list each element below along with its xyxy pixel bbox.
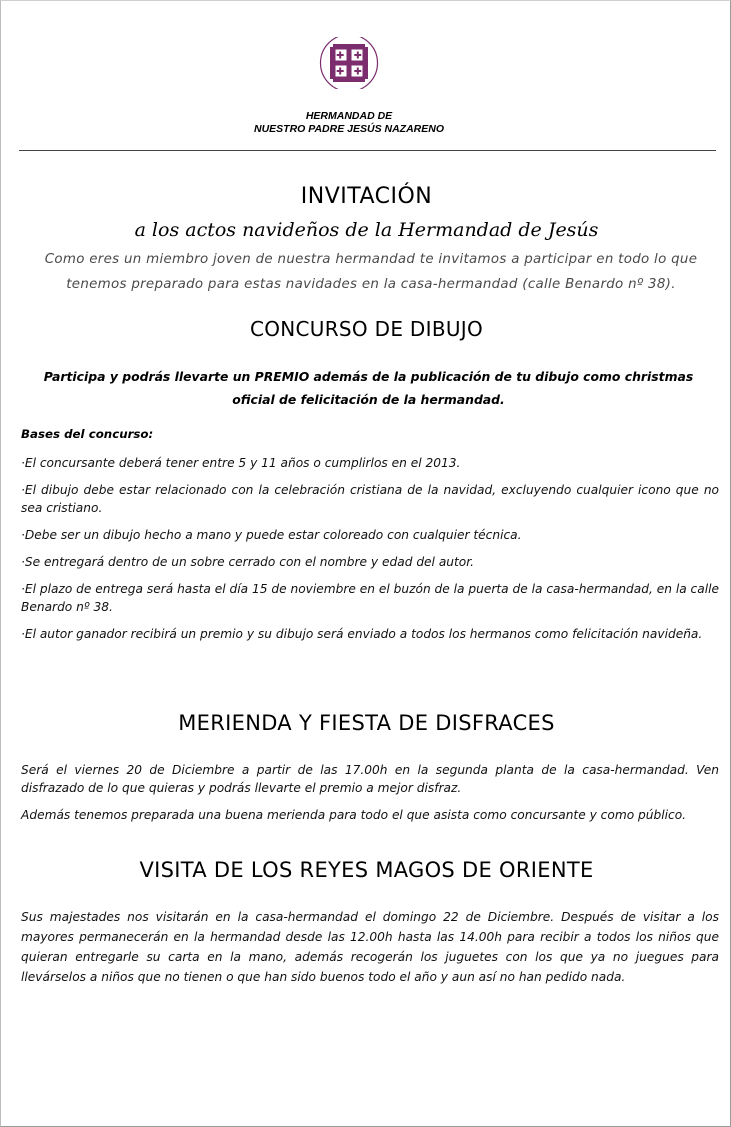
party-text <box>21 761 719 833</box>
header-divider <box>19 150 716 151</box>
contest-rule: ·El dibujo debe estar relacionado con la celebración cristiana de la navidad, excluyendo cualquier icono que no sea cristiano. <box>21 483 719 515</box>
contest-rule: ·Se entregará dentro de un sobre cerrado con el nombre y edad del autor. <box>21 555 475 569</box>
contest-rule: ·El autor ganador recibirá un premio y su dibujo será enviado a todos los hermanos como felicitación navideña. <box>21 627 703 641</box>
brotherhood-name-line2: NUESTRO PADRE JESÚS NAZARENO <box>254 123 444 135</box>
contest-title: CONCURSO DE DIBUJO <box>249 317 484 341</box>
brotherhood-name <box>181 110 517 136</box>
party-paragraph: Será el viernes 20 de Diciembre a partir de las 17.00h en la segunda planta de la casa-hermandad. Ven disfrazado de lo que quieras y podrás llevarte el premio a mejor disfraz. <box>21 763 719 795</box>
brotherhood-name-line1: HERMANDAD DE <box>305 110 393 122</box>
party-title: MERIENDA Y FIESTA DE DISFRACES <box>178 711 555 735</box>
contest-rule: ·El plazo de entrega será hasta el día 15 de noviembre en el buzón de la puerta de la casa-hermandad, en la calle Benardo nº 38. <box>21 582 719 614</box>
contest-rule: ·El concursante deberá tener entre 5 y 11 años o cumplirlos en el 2013. <box>21 456 461 470</box>
kings-text: Sus majestades nos visitarán en la casa-hermandad el domingo 22 de Diciembre. Después de visitar a los mayores permanecerán en la hermandad desde las 12.00h hasta las 14.00h para recibir a todos los niños que quieran entregarle su carta en la mano, además recogerán los juguetes con los que ya no juegues para llevárselos a niños que no tienen o que han sido buenos todo el año y aun así no han pedido nada. <box>21 910 719 984</box>
contest-rules-list <box>21 454 719 652</box>
invitation-title: INVITACIÓN <box>300 184 433 209</box>
contest-rule: ·Debe ser un dibujo hecho a mano y puede estar coloreado con cualquier técnica. <box>21 528 522 542</box>
invitation-subtitle: a los actos navideños de la Hermandad de Jesús <box>134 219 599 241</box>
party-paragraph: Además tenemos preparada una buena merienda para todo el que asista como concursante y como público. <box>21 808 687 822</box>
contest-lead: Participa y podrás llevarte un PREMIO además de la publicación de tu dibujo como christmas oficial de felicitación de la hermandad. <box>43 369 694 407</box>
contest-bases-label: Bases del concurso: <box>21 427 154 441</box>
kings-title: VISITA DE LOS REYES MAGOS DE ORIENTE <box>139 858 594 882</box>
invitation-text: Como eres un miembro joven de nuestra hermandad te invitamos a participar en todo lo que tenemos preparado para estas navidades en la casa-hermandad (calle Benardo nº 38). <box>44 252 698 292</box>
brotherhood-crest-logo <box>318 37 380 89</box>
